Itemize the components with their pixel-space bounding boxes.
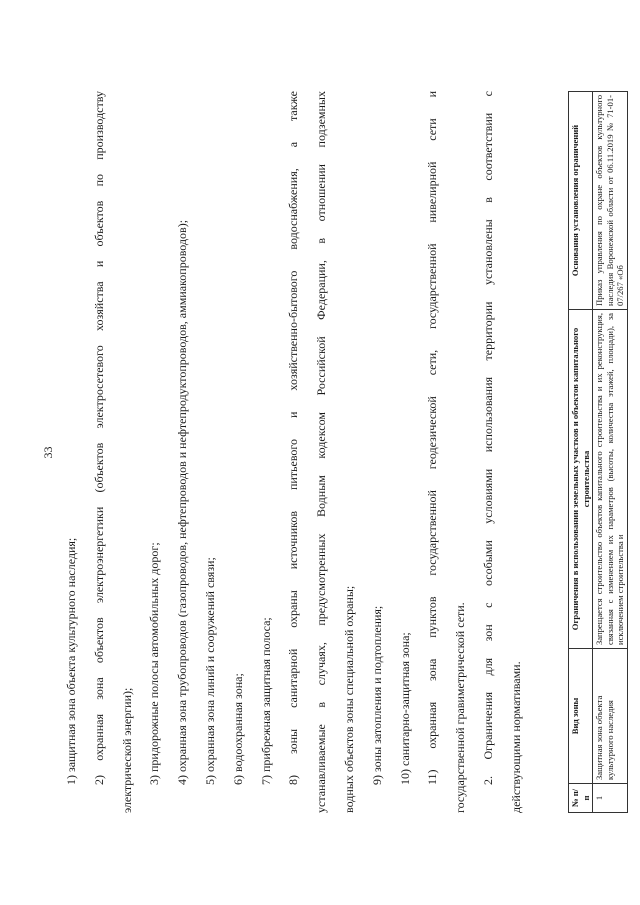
paragraph: электрической энергии); [119, 687, 134, 813]
paragraph: 8) зоны санитарной охраны источников питьевого и хозяйственно-бытового водоснабжения, а также [286, 91, 301, 785]
zones-table [568, 91, 628, 813]
paragraph: 4) охранная зона трубопроводов (газопроводов, нефтепроводов и нефтепродуктопроводов, аммиакопроводов); [175, 219, 190, 785]
paragraph: 11) охранная зона пунктов государственной геодезической сети, государственной нивелирной сети и [425, 91, 440, 785]
paragraph: действующими нормативами. [508, 661, 523, 813]
header-restrictions: Ограничения в использовании земельных участков и объектов капитального строительства [569, 310, 593, 649]
paragraph: водных объектов зоны специальной охраны; [341, 585, 356, 813]
page-number: 33 [41, 446, 55, 459]
table-row [593, 92, 628, 813]
cell-basis [593, 92, 628, 310]
header-num: № п/п [569, 784, 593, 813]
paragraph: государственной гравиметрической сети. [453, 602, 468, 813]
paragraph: 10) санитарно-защитная зона; [397, 632, 412, 785]
header-basis: Основания установления ограничений [569, 92, 593, 310]
cell-restrictions-text: Запрещается строительство объектов капитального строительства и их реконструкция, связанная с изменением их параметров (высоты, количества этажей, площади), за исключением строительства и [594, 313, 625, 645]
header-zone-type: Вид зоны [569, 649, 593, 784]
paragraph: 1) защитная зона объекта культурного наследия; [64, 537, 78, 785]
paragraph: 5) охранная зона линий и сооружений связи; [202, 557, 217, 785]
paragraph: 7) прибрежная защитная полоса; [258, 617, 273, 785]
paragraph: 9) зоны затопления и подтопления; [369, 605, 384, 785]
cell-restrictions [593, 310, 628, 649]
paragraph: устанавливаемые в случаях, предусмотренных Водным кодексом Российской Федерации, в отношении подземных [314, 91, 329, 813]
cell-zone-type: Защитная зона объекта культурного наследия [593, 649, 628, 784]
text-body [58, 91, 531, 813]
cell-basis-text: Приказ управления по охране объектов культурного наследия Воронежской области от 06.11.2019 № 71-01-07/267 «Об [594, 95, 625, 306]
paragraph: 2) охранная зона объектов электроэнергетики (объектов электросетевого хозяйства и объектов по производству [91, 91, 106, 785]
paragraph: 3) придорожные полосы автомобильных дорог; [147, 542, 162, 785]
paragraph: 2. Ограничения для зон с особыми условиями использования территории установлены в соответствии с [480, 91, 495, 785]
paragraph: 6) водоохранная зона; [230, 673, 245, 785]
table-header-row [569, 92, 593, 813]
cell-num: 1 [593, 784, 628, 813]
